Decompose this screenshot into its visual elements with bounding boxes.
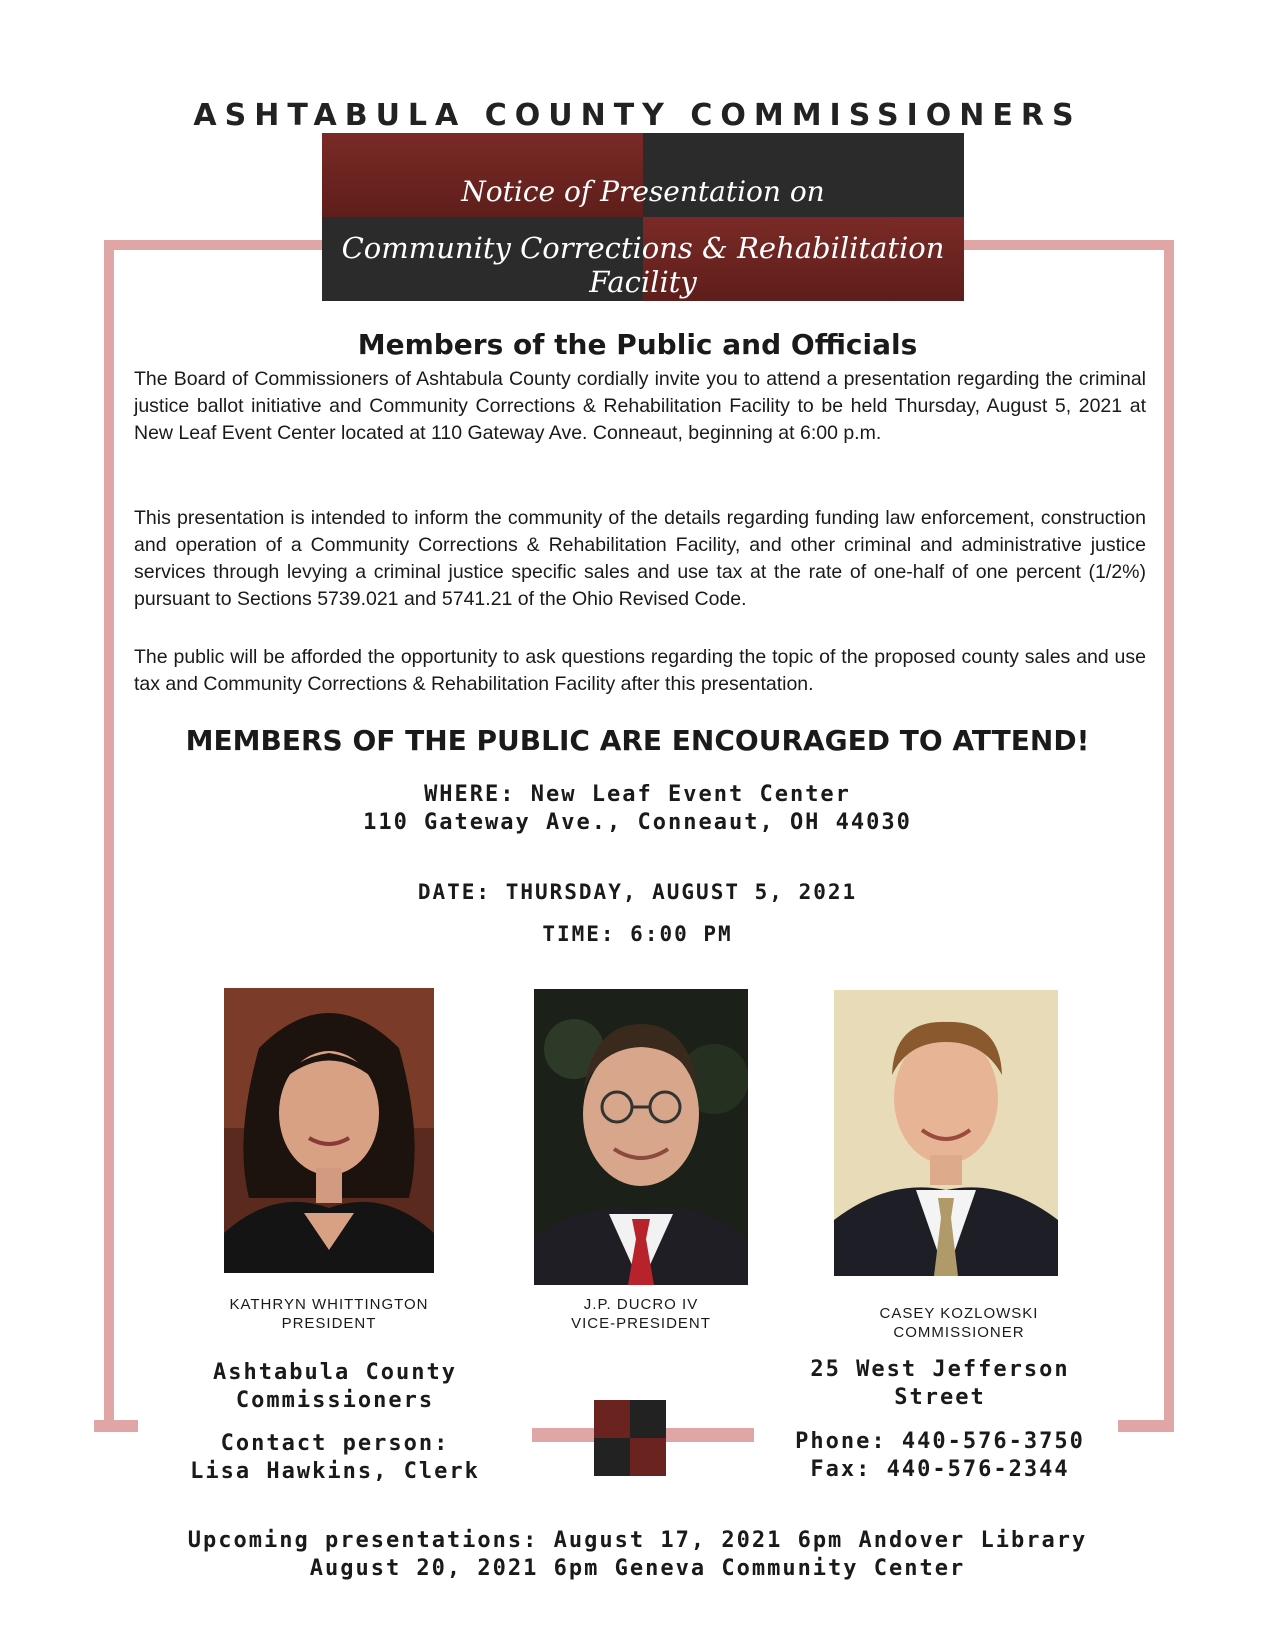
commissioner-title: VICE-PRESIDENT bbox=[571, 1315, 711, 1332]
address-line-1: 25 West Jefferson bbox=[810, 1357, 1070, 1382]
contact-label: Contact person: bbox=[220, 1431, 450, 1456]
banner-title: Community Corrections & Rehabilitation Facility bbox=[341, 231, 945, 299]
emblem-quadrant bbox=[630, 1438, 666, 1476]
commissioner-name: J.P. DUCRO IV bbox=[583, 1296, 699, 1313]
event-time: TIME: 6:00 PM bbox=[542, 922, 733, 946]
phone-fax bbox=[770, 1428, 1110, 1484]
organization-line-1: Ashtabula County bbox=[213, 1360, 457, 1385]
emblem-quadrant bbox=[630, 1400, 666, 1438]
checker-emblem bbox=[594, 1400, 666, 1476]
upcoming-line-2: August 20, 2021 6pm Geneva Community Center bbox=[309, 1556, 966, 1581]
photo-kathryn-whittington bbox=[224, 988, 434, 1273]
frame-top-left bbox=[104, 240, 324, 250]
address bbox=[780, 1356, 1100, 1412]
contact-name: Lisa Hawkins, Clerk bbox=[190, 1459, 480, 1484]
upcoming-presentations bbox=[0, 1527, 1275, 1583]
frame-left-foot bbox=[94, 1420, 138, 1432]
commissioner-title: PRESIDENT bbox=[281, 1315, 377, 1332]
paragraph-questions: The public will be afforded the opportunity to ask questions regarding the topic of the proposed county sales and use tax and Community Corrections & Rehabilitation Facility after this presentation. bbox=[134, 646, 1146, 695]
contact-person bbox=[170, 1430, 500, 1486]
photo-casey-kozlowski bbox=[834, 990, 1058, 1276]
header-title: ASHTABULA COUNTY COMMISSIONERS bbox=[193, 98, 1082, 133]
section-heading: Members of the Public and Officials bbox=[357, 328, 918, 361]
event-date: DATE: THURSDAY, AUGUST 5, 2021 bbox=[417, 880, 858, 904]
phone-number: Phone: 440-576-3750 bbox=[795, 1429, 1085, 1454]
paragraph-purpose: This presentation is intended to inform the community of the details regarding funding law enforcement, construction and operation of a Community Corrections & Rehabilitation Facility, and other criminal and administrative justice services through levying a criminal justice specific sales and use tax at the rate of one-half of one percent (1/2%) pursuant to Sections 5739.021 and 5741.21 of the Ohio Revised Code. bbox=[134, 507, 1146, 610]
emblem-quadrant bbox=[594, 1400, 630, 1438]
commissioner-name: KATHRYN WHITTINGTON bbox=[229, 1296, 429, 1313]
paragraph-invitation: The Board of Commissioners of Ashtabula County cordially invite you to attend a presentation regarding the criminal justice ballot initiative and Community Corrections & Rehabilitation Facility to be held Thursday, August 5, 2021 at New Leaf Event Center located at 110 Gateway Ave. Conneaut, beginning at 6:00 p.m. bbox=[134, 368, 1146, 444]
caption-kathryn-whittington bbox=[204, 1295, 454, 1333]
frame-right bbox=[1164, 240, 1174, 1430]
frame-left bbox=[104, 240, 114, 1430]
commissioner-title: COMMISSIONER bbox=[893, 1324, 1025, 1341]
photo-jp-ducro bbox=[534, 989, 748, 1285]
upcoming-line-1: Upcoming presentations: August 17, 2021 6pm Andover Library bbox=[187, 1528, 1088, 1553]
organization-line-2: Commissioners bbox=[235, 1388, 435, 1413]
address-line-2: Street bbox=[894, 1385, 986, 1410]
organization-name bbox=[170, 1359, 500, 1415]
event-where-venue: WHERE: New Leaf Event Center bbox=[424, 782, 851, 807]
frame-top-right bbox=[962, 240, 1174, 250]
title-banner bbox=[322, 133, 964, 301]
fax-number: Fax: 440-576-2344 bbox=[810, 1457, 1070, 1482]
emblem-quadrant bbox=[594, 1438, 630, 1476]
caption-jp-ducro bbox=[516, 1295, 766, 1333]
frame-right-foot bbox=[1118, 1420, 1174, 1432]
banner-subtitle: Notice of Presentation on bbox=[461, 175, 825, 208]
commissioner-name: CASEY KOZLOWSKI bbox=[879, 1305, 1039, 1322]
event-where-address: 110 Gateway Ave., Conneaut, OH 44030 bbox=[363, 810, 912, 835]
encourage-heading: MEMBERS OF THE PUBLIC ARE ENCOURAGED TO ATTEND! bbox=[185, 724, 1090, 757]
caption-casey-kozlowski bbox=[834, 1304, 1084, 1342]
